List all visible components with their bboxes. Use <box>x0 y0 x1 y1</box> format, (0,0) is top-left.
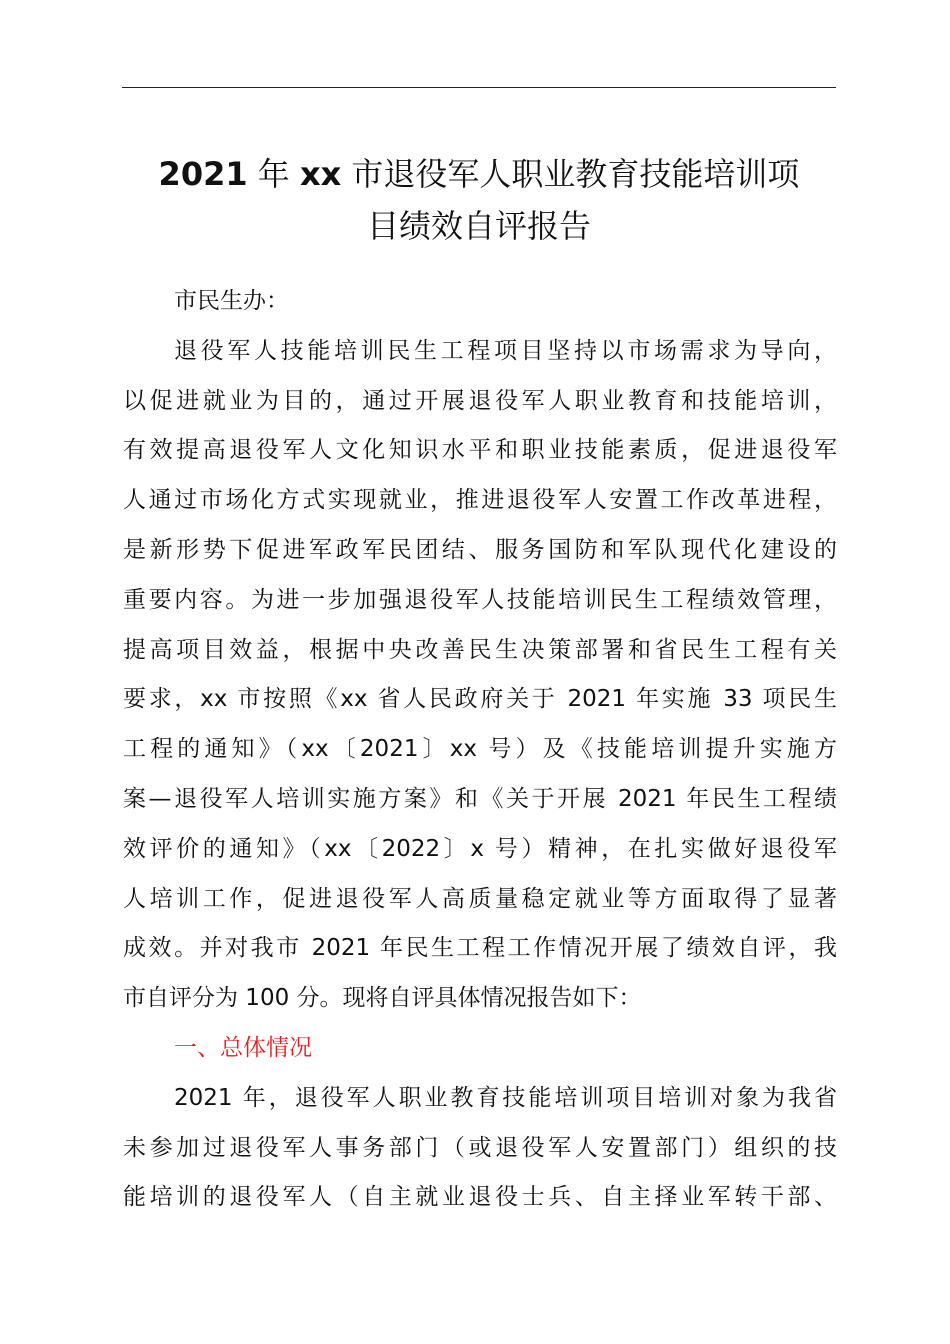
intro-line: 成效。并对我市 2021 年民生工程工作情况开展了绩效自评，我 <box>123 935 837 962</box>
intro-line: 重要内容。为进一步加强退役军人技能培训民生工程绩效管理， <box>123 586 837 613</box>
title-year-suffix: 年 <box>257 155 290 193</box>
intro-line: 案—退役军人培训实施方案》和《关于开展 2021 年民生工程绩 <box>123 785 837 812</box>
section-line: 未参加过退役军人事务部门（或退役军人安置部门）组织的技 <box>123 1134 837 1161</box>
section-heading-overview: 一、总体情况 <box>174 1034 312 1061</box>
intro-line: 以促进就业为目的，通过开展退役军人职业教育和技能培训， <box>123 387 837 414</box>
salutation: 市民生办： <box>174 288 289 314</box>
section-line: 2021 年，退役军人职业教育技能培训项目培训对象为我省 <box>174 1084 837 1111</box>
title-city-placeholder: xx <box>299 155 342 193</box>
header-rule <box>122 87 836 88</box>
intro-line: 提高项目效益，根据中央改善民生决策部署和省民生工程有关 <box>123 636 837 663</box>
section-line: 能培训的退役军人（自主就业退役士兵、自主择业军转干部、 <box>123 1184 837 1211</box>
title-line-1 <box>120 148 838 200</box>
title-line-2: 目绩效自评报告 <box>366 207 591 245</box>
intro-line: 工程的通知》（xx〔2021〕xx 号）及《技能培训提升实施方 <box>123 736 837 763</box>
intro-line: 是新形势下促进军政军民团结、服务国防和军队现代化建设的 <box>123 536 837 563</box>
intro-line: 退役军人技能培训民生工程项目坚持以市场需求为导向， <box>174 337 837 364</box>
title-year: 2021 <box>158 155 248 193</box>
document-body <box>123 277 837 1223</box>
document-title <box>120 148 838 252</box>
intro-line: 人培训工作，促进退役军人高质量稳定就业等方面取得了显著 <box>123 885 837 912</box>
intro-line: 效评价的通知》（xx〔2022〕x 号）精神，在扎实做好退役军 <box>123 835 837 862</box>
intro-line: 有效提高退役军人文化知识水平和职业技能素质，促进退役军 <box>123 437 837 464</box>
intro-line: 人通过市场化方式实现就业，推进退役军人安置工作改革进程， <box>123 487 837 514</box>
intro-line: 市自评分为 100 分。现将自评具体情况报告如下： <box>123 985 642 1012</box>
title-text-1: 市退役军人职业教育技能培训项 <box>351 155 800 193</box>
intro-line: 要求，xx 市按照《xx 省人民政府关于 2021 年实施 33 项民生 <box>123 686 837 713</box>
